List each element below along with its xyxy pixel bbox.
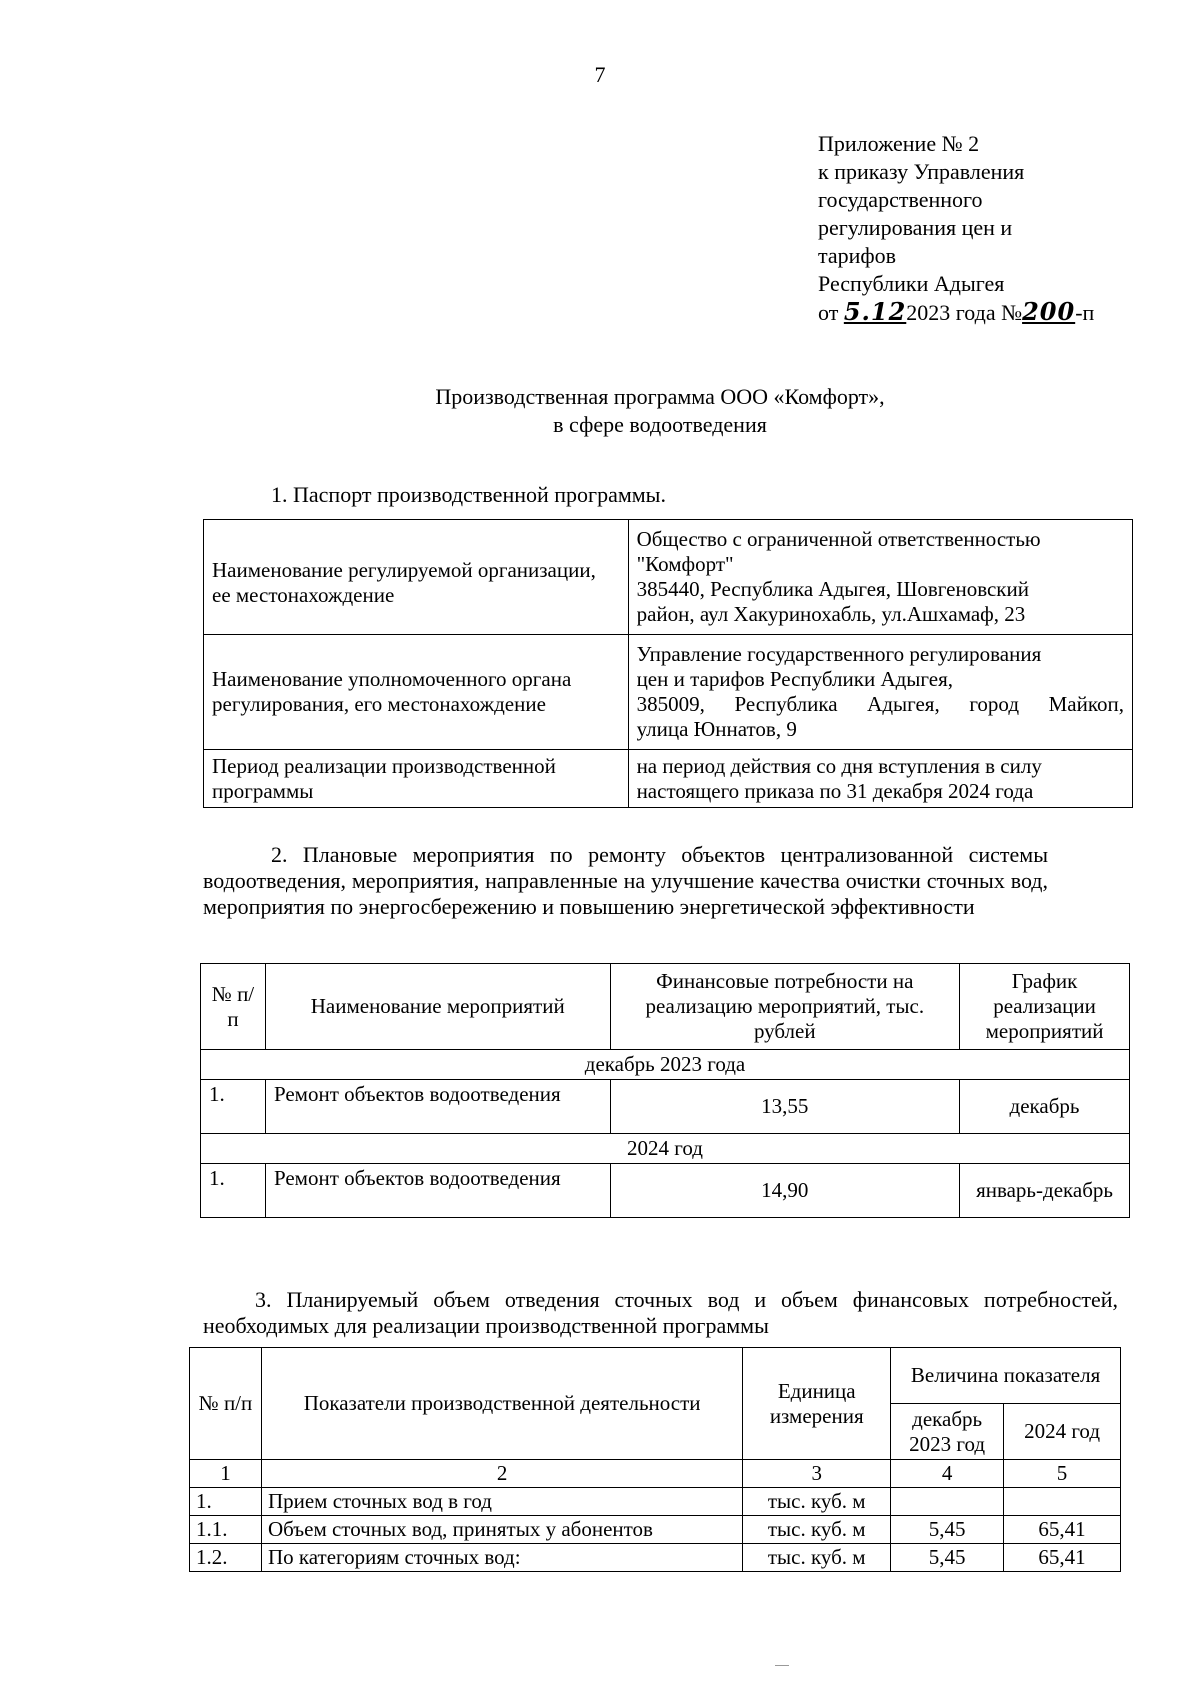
appendix-line: Приложение № 2 (818, 131, 980, 156)
passport-value (628, 520, 1132, 635)
row-num: 1.2. (190, 1544, 262, 1572)
measures-table (200, 963, 1130, 1218)
row-amount: 14,90 (610, 1164, 960, 1218)
value-line: "Комфорт" (636, 552, 734, 576)
col-number: 4 (891, 1460, 1004, 1488)
table-row (201, 1164, 1130, 1218)
row-num: 1. (201, 1080, 266, 1134)
value-line: Управление государственного регулирования (636, 642, 1042, 666)
row-unit: тыс. куб. м (743, 1544, 891, 1572)
scan-mark (775, 1665, 789, 1666)
row-unit: тыс. куб. м (743, 1488, 891, 1516)
row-dec: 5,45 (891, 1516, 1004, 1544)
handwritten-number: 200 (1022, 297, 1076, 326)
row-num: 1. (190, 1488, 262, 1516)
row-2024: 65,41 (1004, 1516, 1121, 1544)
value-line: улица Юннатов, 9 (636, 717, 797, 741)
row-2024: 65,41 (1004, 1544, 1121, 1572)
passport-label: Период реализации производственной программы (204, 750, 629, 808)
passport-value (628, 635, 1132, 750)
header-dec: декабрь 2023 год (891, 1404, 1004, 1460)
row-schedule: январь-декабрь (960, 1164, 1130, 1218)
section3-heading: 3. Планируемый объем отведения сточных вод и объем финансовых потребностей, необходимых для реализации производственной программы (203, 1287, 1118, 1338)
row-num: 1.1. (190, 1516, 262, 1544)
header-2024: 2024 год (1004, 1404, 1121, 1460)
period-label: декабрь 2023 года (201, 1050, 1130, 1080)
period-row (201, 1134, 1130, 1164)
appendix-line: государственного (818, 187, 983, 212)
row-amount: 13,55 (610, 1080, 960, 1134)
row-unit: тыс. куб. м (743, 1516, 891, 1544)
value-line: 385440, Республика Адыгея, Шовгеновский (636, 577, 1029, 601)
value-line: на период действия со дня вступления в силу (636, 753, 1042, 778)
appendix-block (818, 130, 1094, 327)
table-row (204, 635, 1133, 750)
col-number: 3 (743, 1460, 891, 1488)
passport-value (628, 750, 1132, 808)
row-num: 1. (201, 1164, 266, 1218)
section1-heading: 1. Паспорт производственной программы. (271, 482, 666, 507)
title-line-1: Производственная программа ООО «Комфорт», (435, 384, 885, 409)
row-name: По категориям сточных вод: (261, 1544, 742, 1572)
col-number: 1 (190, 1460, 262, 1488)
document-title (0, 383, 1200, 439)
section2-heading: 2. Плановые мероприятия по ремонту объектов централизованной системы водоотведения, мероприятия, направленные на улучшение качества очистки сточных вод, мероприятия по энергосбережению и повышению энергетической эффективности (203, 842, 1048, 919)
header-num: № п/п (190, 1348, 262, 1460)
period-label: 2024 год (201, 1134, 1130, 1164)
header-finance: Финансовые потребности на реализацию мероприятий, тыс. рублей (610, 964, 960, 1050)
passport-label: Наименование уполномоченного органа регулирования, его местонахождение (204, 635, 629, 750)
number-suffix: -п (1075, 300, 1095, 325)
value-line: 385009, Республика Адыгея, город Майкоп, (636, 692, 1124, 716)
value-line: цен и тарифов Республики Адыгея, (636, 667, 953, 691)
table-row (204, 750, 1133, 808)
appendix-line: тарифов (818, 243, 897, 268)
table-row (204, 520, 1133, 635)
row-name: Ремонт объектов водоотведения (265, 1164, 610, 1218)
table-row (190, 1488, 1121, 1516)
period-row (201, 1050, 1130, 1080)
volume-table (189, 1347, 1121, 1572)
row-name: Прием сточных вод в год (261, 1488, 742, 1516)
appendix-line: регулирования цен и (818, 215, 1013, 240)
title-line-2: в сфере водоотведения (553, 412, 767, 437)
date-prefix: от (818, 300, 839, 325)
col-number: 5 (1004, 1460, 1121, 1488)
table-row (201, 1080, 1130, 1134)
header-unit: Единица измерения (743, 1348, 891, 1460)
row-2024 (1004, 1488, 1121, 1516)
header-name: Наименование мероприятий (265, 964, 610, 1050)
table-header-row (190, 1348, 1121, 1404)
row-name: Объем сточных вод, принятых у абонентов (261, 1516, 742, 1544)
appendix-date-line (818, 298, 1094, 327)
appendix-line: Республики Адыгея (818, 271, 1005, 296)
appendix-line: к приказу Управления (818, 159, 1025, 184)
value-line: Общество с ограниченной ответственностью (636, 527, 1041, 551)
page-number: 7 (594, 62, 606, 87)
header-indicator: Показатели производственной деятельности (261, 1348, 742, 1460)
table-row (190, 1544, 1121, 1572)
passport-table (203, 519, 1133, 808)
header-value: Величина показателя (891, 1348, 1121, 1404)
table-header-row (201, 964, 1130, 1050)
row-dec: 5,45 (891, 1544, 1004, 1572)
table-row (190, 1516, 1121, 1544)
row-schedule: декабрь (960, 1080, 1130, 1134)
date-year: 2023 года № (906, 300, 1023, 325)
column-number-row (190, 1460, 1121, 1488)
passport-label: Наименование регулируемой организации, ее местонахождение (204, 520, 629, 635)
row-dec (891, 1488, 1004, 1516)
value-line: настоящего приказа по 31 декабря 2024 года (636, 778, 1034, 803)
header-num: № п/п (201, 964, 266, 1050)
col-number: 2 (261, 1460, 742, 1488)
row-name: Ремонт объектов водоотведения (265, 1080, 610, 1134)
value-line: район, аул Хакуринохабль, ул.Ашхамаф, 23 (636, 602, 1026, 626)
header-schedule: График реализации мероприятий (960, 964, 1130, 1050)
handwritten-date: 5.12 (843, 297, 907, 326)
